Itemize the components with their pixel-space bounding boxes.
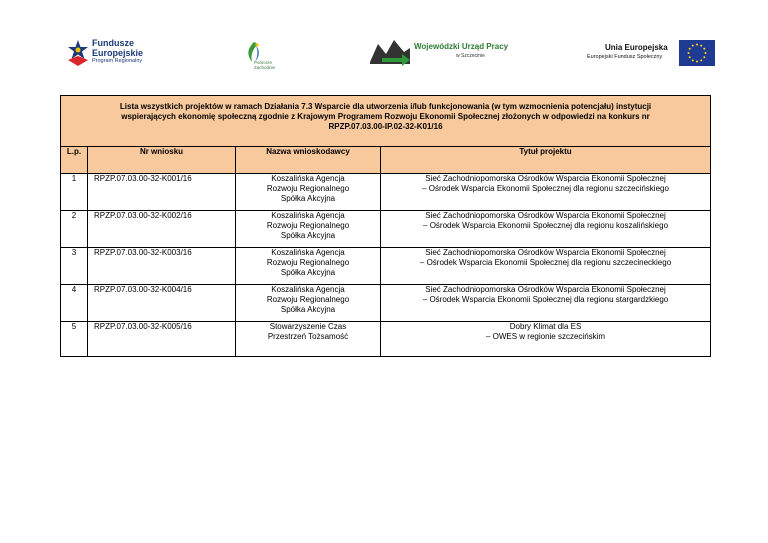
table-row (61, 211, 711, 248)
cell-nr-wniosku: RPZP.07.03.00-32-K001/16 (88, 174, 236, 211)
title-line-1: Lista wszystkich projektów w ramach Działania 7.3 Wsparcie dla utworzenia i/lub funkcjonowania (w tym wzmocnienia potencjału) instytucji (119, 102, 652, 111)
title-line: Sieć Zachodniopomorska Ośrodków Wsparcia Ekonomii Społecznej (425, 248, 666, 257)
cell-lp: 1 (61, 174, 88, 211)
fundusze-subtitle: Program Regionalny (92, 58, 143, 64)
name-line: Spółka Akcyjna (280, 194, 336, 203)
name-line: Koszalińska Agencja (271, 174, 345, 183)
eu-flag-icon (679, 40, 715, 66)
ue-subtitle: Europejski Fundusz Społeczny (587, 54, 663, 60)
cell-nr-wniosku: RPZP.07.03.00-32-K004/16 (88, 285, 236, 322)
title-line: – Ośrodek Wsparcia Ekonomii Społecznej dla regionu szczecińskiego (422, 184, 669, 193)
fundusze-title-2: Europejskie (92, 48, 144, 58)
table-row (61, 322, 711, 357)
title-line: Dobry Klimat dla ES (509, 322, 582, 331)
cell-nazwa-wnioskodawcy (236, 211, 381, 248)
projects-table (60, 95, 711, 357)
ue-title: Unia Europejska (605, 43, 668, 52)
title-line: Sieć Zachodniopomorska Ośrodków Wsparcia Ekonomii Społecznej (425, 174, 666, 183)
document-title (61, 96, 711, 147)
cell-tytul-projektu (381, 174, 711, 211)
wup-logo (368, 38, 509, 68)
pomorze-line-2: Zachodnie (254, 65, 276, 70)
cell-nazwa-wnioskodawcy (236, 174, 381, 211)
header-tytul-projektu: Tytuł projektu (381, 147, 711, 174)
cell-lp: 4 (61, 285, 88, 322)
wup-emblem-icon (368, 38, 412, 66)
cell-tytul-projektu (381, 285, 711, 322)
title-line: Sieć Zachodniopomorska Ośrodków Wsparcia Ekonomii Społecznej (425, 211, 666, 220)
title-line: – OWES w regionie szczecińskim (485, 332, 606, 341)
fundusze-title-1: Fundusze (92, 38, 134, 48)
cell-tytul-projektu (381, 211, 711, 248)
title-line: Sieć Zachodniopomorska Ośrodków Wsparcia Ekonomii Społecznej (425, 285, 666, 294)
header-nr-wniosku: Nr wniosku (88, 147, 236, 174)
cell-nr-wniosku: RPZP.07.03.00-32-K002/16 (88, 211, 236, 248)
name-line: Rozwoju Regionalnego (266, 295, 350, 304)
wup-title: Wojewódzki Urząd Pracy (414, 42, 509, 51)
table-row (61, 285, 711, 322)
name-line: Rozwoju Regionalnego (266, 184, 350, 193)
title-line-3: RPZP.07.03.00-IP.02-32-K01/16 (328, 122, 443, 131)
title-line-2: wspierających ekonomię społeczną zgodnie z Krajowym Programem Rozwoju Ekonomii Społecznej złożonych w odpowiedzi na konkurs nr (121, 112, 650, 121)
name-line: Rozwoju Regionalnego (266, 258, 350, 267)
name-line: Spółka Akcyjna (280, 231, 336, 240)
header-lp: L.p. (61, 147, 88, 174)
pomorze-line-1: Pomorze (254, 60, 273, 65)
cell-nazwa-wnioskodawcy (236, 285, 381, 322)
table-row (61, 248, 711, 285)
cell-tytul-projektu (381, 248, 711, 285)
cell-nazwa-wnioskodawcy (236, 248, 381, 285)
cell-nr-wniosku: RPZP.07.03.00-32-K003/16 (88, 248, 236, 285)
name-line: Spółka Akcyjna (280, 305, 336, 314)
name-line: Rozwoju Regionalnego (266, 221, 350, 230)
table-header-row (61, 147, 711, 174)
name-line: Spółka Akcyjna (280, 268, 336, 277)
table-row (61, 174, 711, 211)
cell-lp: 2 (61, 211, 88, 248)
title-line: – Ośrodek Wsparcia Ekonomii Społecznej dla regionu koszalińskiego (423, 221, 669, 230)
cell-lp: 5 (61, 322, 88, 357)
cell-nazwa-wnioskodawcy (236, 322, 381, 357)
fundusze-star-icon (66, 38, 90, 68)
title-line: – Ośrodek Wsparcia Ekonomii Społecznej dla regionu stargardzkiego (422, 295, 669, 304)
logo-bar (0, 0, 768, 90)
title-line: – Ośrodek Wsparcia Ekonomii Społecznej dla regionu szczecineckiego (419, 258, 672, 267)
name-line: Stowarzyszenie Czas (269, 322, 347, 331)
header-nazwa-wnioskodawcy: Nazwa wnioskodawcy (236, 147, 381, 174)
fundusze-europejskie-logo (66, 36, 166, 72)
ue-logo (585, 40, 725, 70)
cell-tytul-projektu (381, 322, 711, 357)
name-line: Koszalińska Agencja (271, 211, 345, 220)
wup-subtitle: w Szczecinie (456, 53, 485, 59)
name-line: Koszalińska Agencja (271, 248, 345, 257)
pomorze-zachodnie-logo (240, 40, 280, 74)
name-line: Przestrzeń Tożsamość (267, 332, 349, 341)
name-line: Koszalińska Agencja (271, 285, 345, 294)
cell-nr-wniosku: RPZP.07.03.00-32-K005/16 (88, 322, 236, 357)
cell-lp: 3 (61, 248, 88, 285)
